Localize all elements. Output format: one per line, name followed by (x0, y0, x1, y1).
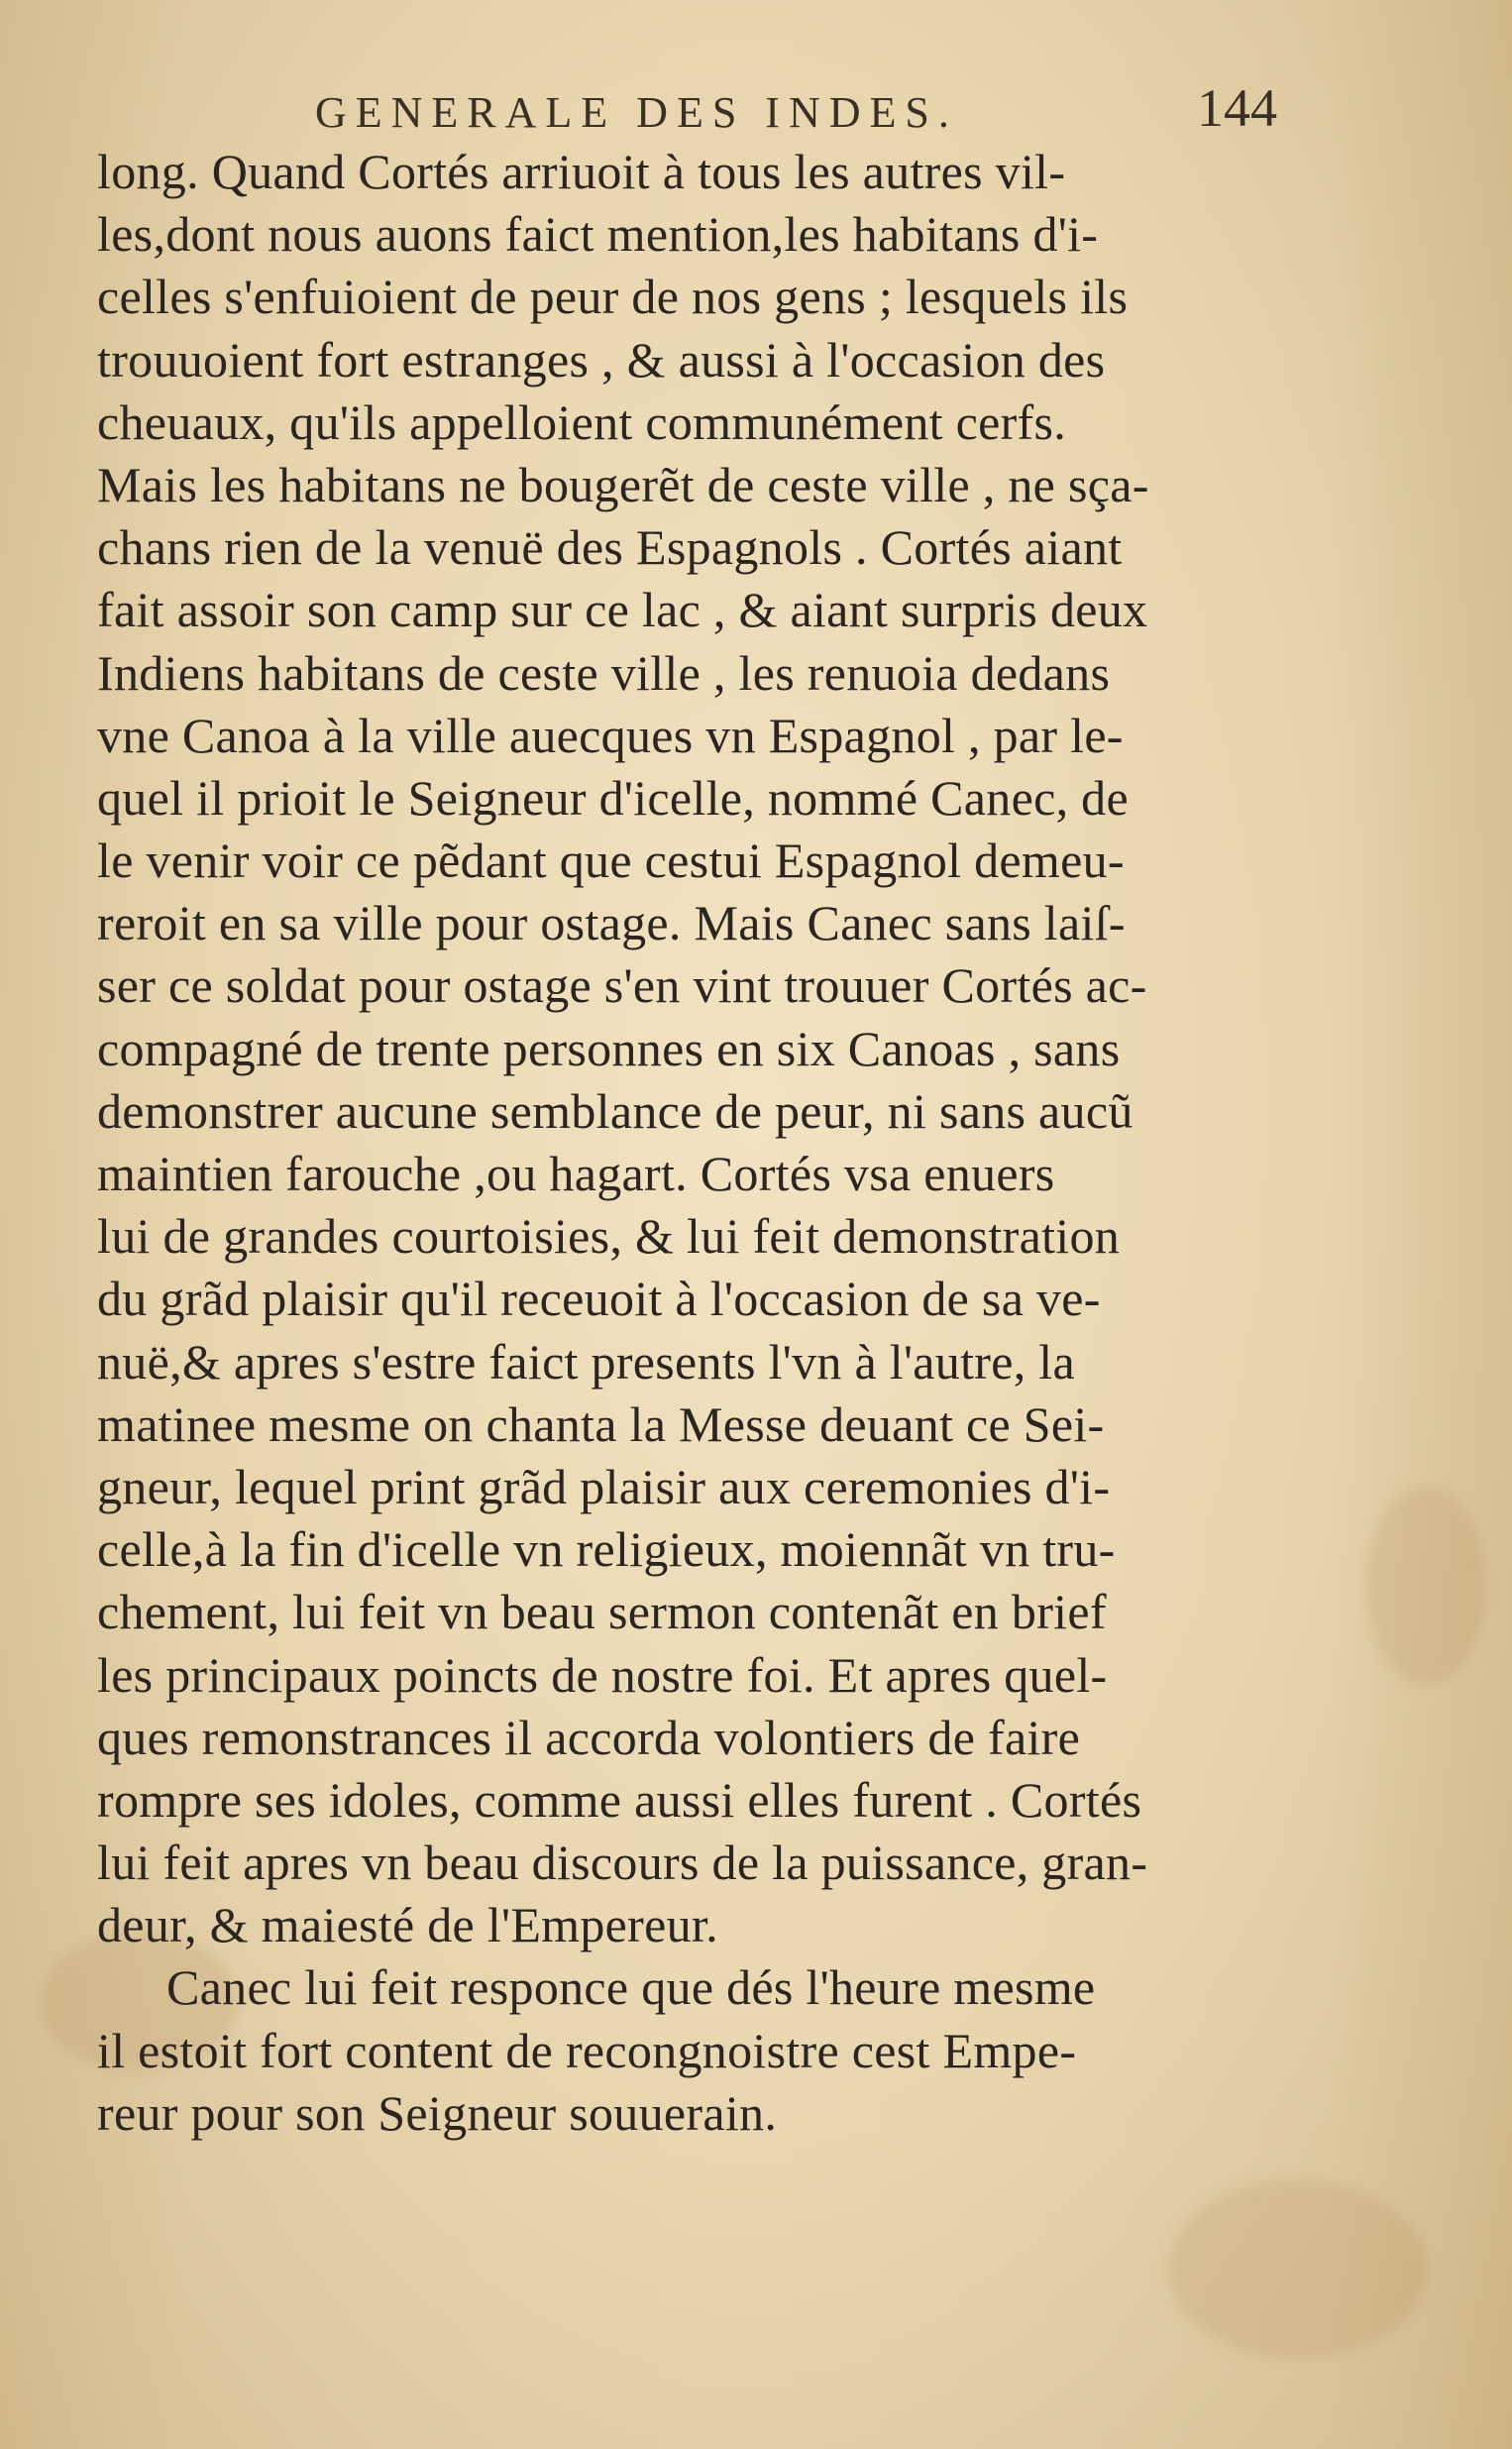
text-line: lui feit apres vn beau discours de la puissance, gran- (97, 1835, 1148, 1891)
paper-stain (1367, 1487, 1486, 1685)
text-line: fait assoir son camp sur ce lac , & aiant surpris deux (97, 582, 1148, 638)
text-line: nuë,& apres s'estre faict presents l'vn à l'autre, la (97, 1333, 1075, 1390)
text-line: demonstrer aucune semblance de peur, ni sans aucũ (97, 1082, 1134, 1139)
text-line: vne Canoa à la ville auecques vn Espagnol , par le- (97, 707, 1124, 763)
text-line: maintien farouche ,ou hagart. Cortés vsa enuers (97, 1146, 1055, 1201)
body-text (97, 141, 1286, 2145)
text-line: quel il prioit le Seigneur d'icelle, nommé Canec, de (97, 769, 1129, 826)
text-line: trouuoient fort estranges , & aussi à l'occasion des (97, 331, 1106, 388)
text-line: gneur, lequel print grãd plaisir aux ceremonies d'i- (97, 1458, 1111, 1514)
text-line: matinee mesme on chanta la Messe deuant ce Sei- (97, 1395, 1105, 1452)
text-line: il estoit fort content de recongnoistre cest Empe- (97, 2022, 1077, 2078)
page-number: 144 (1197, 78, 1277, 138)
text-line: celle,à la fin d'icelle vn religieux, moiennãt vn tru- (97, 1521, 1116, 1578)
text-line-paragraph-start: Canec lui feit responce que dés l'heure mesme (166, 1959, 1096, 2016)
text-line: chement, lui feit vn beau sermon contenãt en brief (97, 1584, 1107, 1640)
text-line: ques remonstrances il accorda volontiers de faire (97, 1709, 1081, 1765)
text-line: ser ce soldat pour ostage s'en vint trouuer Cortés ac- (97, 957, 1147, 1014)
paper-stain (1169, 2180, 1427, 2359)
text-line: deur, & maiesté de l'Empereur. (97, 1897, 718, 1953)
text-line: reroit en sa ville pour ostage. Mais Canec sans laiſ- (97, 895, 1126, 951)
text-line: Indiens habitans de ceste ville , les renuoia dedans (97, 644, 1111, 701)
text-line: du grãd plaisir qu'il receuoit à l'occasion de sa ve- (97, 1271, 1101, 1327)
text-line: rompre ses idoles, comme aussi elles furent . Cortés (97, 1771, 1142, 1828)
text-line: compagné de trente personnes en six Canoas , sans (97, 1020, 1121, 1076)
text-line: reur pour son Seigneur souuerain. (97, 2084, 778, 2141)
text-line: les principaux poincts de nostre foi. Et apres quel- (97, 1646, 1108, 1703)
text-line: celles s'enfuioient de peur de nos gens ; lesquels ils (97, 269, 1129, 325)
text-line: long. Quand Cortés arriuoit à tous les autres vil- (97, 144, 1066, 199)
text-line: Mais les habitans ne bougerẽt de ceste ville , ne sça- (97, 456, 1149, 512)
text-line: cheuaux, qu'ils appelloient communément cerfs. (97, 393, 1067, 450)
text-line: chans rien de la venuë des Espagnols . Cortés aiant (97, 519, 1123, 576)
text-line: les,dont nous auons faict mention,les habitans d'i- (97, 206, 1099, 263)
running-title: GENERALE DES INDES. (315, 88, 958, 137)
text-line: lui de grandes courtoisies, & lui feit demonstration (97, 1208, 1121, 1265)
text-line: le venir voir ce pẽdant que cestui Espagnol demeu- (97, 833, 1125, 889)
